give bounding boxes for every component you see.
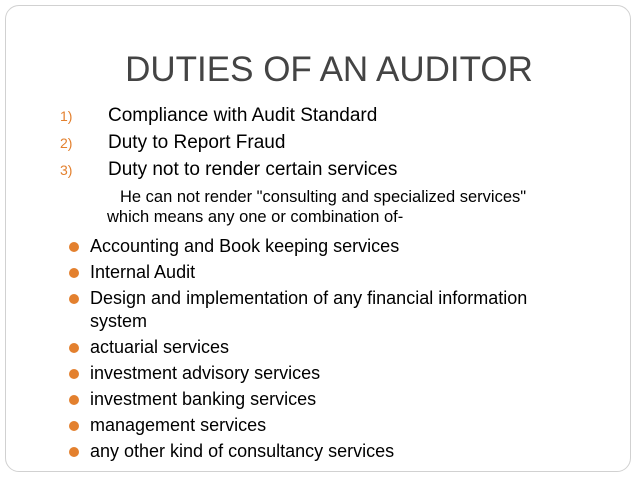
numbered-item-3 — [60, 159, 397, 181]
item-text: Duty not to render certain services — [108, 159, 398, 180]
item-number: 1) — [60, 108, 73, 124]
bullet-icon — [69, 395, 79, 405]
note-line-1: He can not render "consulting and specialized services" — [120, 188, 527, 206]
bullet-icon — [69, 242, 79, 252]
list-item — [69, 440, 589, 463]
item-number: 2) — [60, 135, 73, 151]
slide-title: DUTIES OF AN AUDITOR — [125, 50, 533, 89]
item-text: Duty to Report Fraud — [108, 132, 286, 153]
list-item — [69, 362, 589, 385]
list-item-text: actuarial services — [90, 337, 230, 357]
list-item — [69, 287, 589, 333]
list-item-text: Internal Audit — [90, 262, 196, 282]
list-item-text: investment banking services — [90, 389, 317, 409]
bullet-icon — [69, 369, 79, 379]
numbered-item-2 — [60, 132, 285, 154]
list-item — [69, 388, 589, 411]
list-item-text: Accounting and Book keeping services — [90, 236, 400, 256]
item-number: 3) — [60, 162, 73, 178]
bullet-icon — [69, 268, 79, 278]
list-item — [69, 414, 589, 437]
numbered-item-1 — [60, 105, 377, 127]
list-item-text: management services — [90, 415, 267, 435]
bullet-list — [69, 235, 589, 466]
list-item — [69, 336, 589, 359]
bullet-icon — [69, 447, 79, 457]
list-item-text: Design and implementation of any financial information system — [90, 288, 528, 331]
item-text: Compliance with Audit Standard — [108, 105, 378, 126]
bullet-icon — [69, 421, 79, 431]
note-line-2: which means any one or combination of- — [107, 208, 404, 226]
list-item — [69, 261, 589, 284]
list-item — [69, 235, 589, 258]
bullet-icon — [69, 294, 79, 304]
bullet-icon — [69, 343, 79, 353]
list-item-text: investment advisory services — [90, 363, 321, 383]
list-item-text: any other kind of consultancy services — [90, 441, 395, 461]
